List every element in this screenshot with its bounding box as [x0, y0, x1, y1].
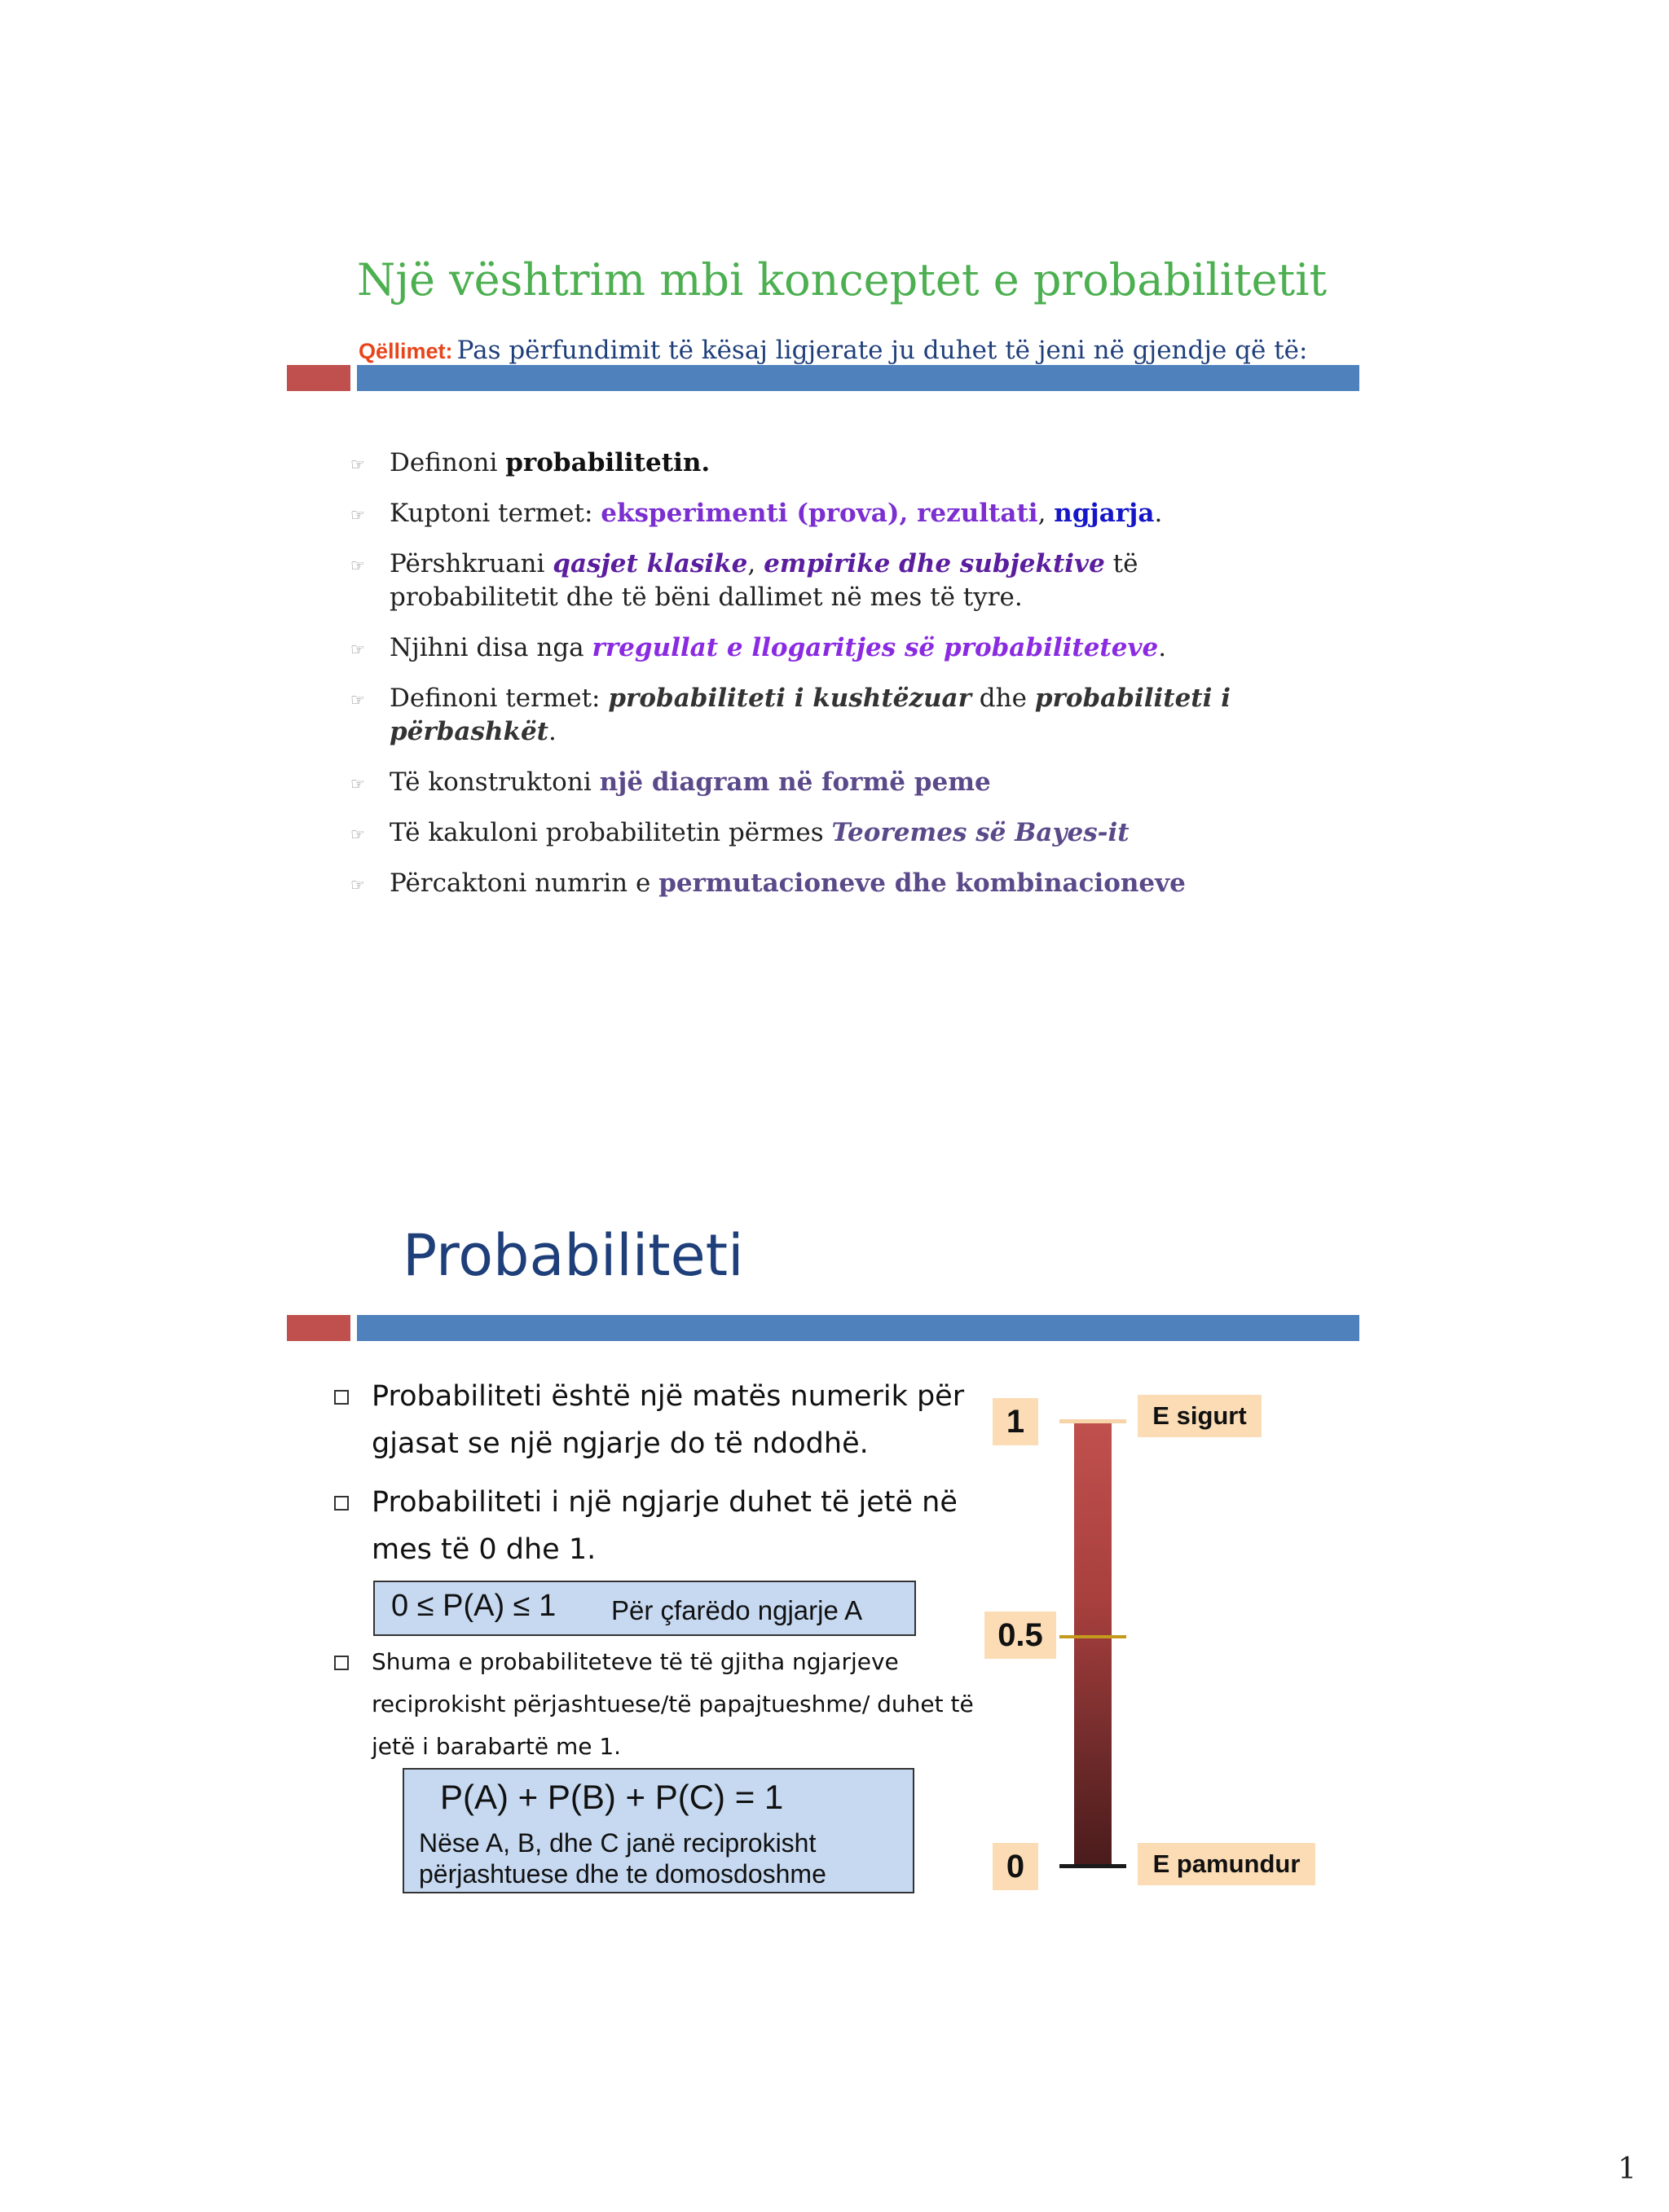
header-bar-red: [287, 365, 350, 391]
formula-sum-note-line1: Nëse A, B, dhe C janë reciprokisht: [419, 1828, 817, 1858]
objective-item: ☞ Të kakuloni probabilitetin përmes Teoremes së Bayes-it: [350, 816, 1296, 850]
objective-item: ☞ Përcaktoni numrin e permutacioneve dhe kombinacioneve: [350, 867, 1296, 900]
probability-scale-bar: [1074, 1421, 1112, 1867]
square-bullet-icon: [334, 1390, 349, 1405]
pointing-hand-icon: ☞: [350, 455, 365, 474]
scale-tick-mid: [1059, 1635, 1126, 1638]
formula-range-note: Për çfarëdo ngjarje A: [611, 1595, 863, 1625]
formula-sum: P(A) + P(B) + P(C) = 1: [440, 1778, 784, 1816]
goals-line: [359, 336, 1307, 365]
formula-range: 0 ≤ P(A) ≤ 1: [391, 1589, 557, 1623]
scale-value-1: 1: [993, 1398, 1038, 1445]
formula-sum-box: [403, 1768, 914, 1893]
objective-item: ☞ Njihni disa nga rregullat e llogaritjes së probabiliteteve.: [350, 631, 1296, 665]
header-bar-blue: [357, 1315, 1359, 1341]
pointing-hand-icon: ☞: [350, 875, 365, 895]
header-bar-blue: [357, 365, 1359, 391]
objective-item: ☞ Përshkruani qasjet klasike, empirike dhe subjektive të probabilitetit dhe të bëni dallimet në mes të tyre.: [350, 549, 1138, 612]
scale-value-0-5: 0.5: [984, 1612, 1056, 1659]
pointing-hand-icon: ☞: [350, 556, 365, 575]
formula-range-box: [373, 1581, 916, 1636]
slide2-bullets: [334, 1373, 986, 1573]
slide2-title: Probabiliteti: [403, 1222, 744, 1289]
bullet-sum: Shuma e probabiliteteve të të gjitha ngjarjeve reciprokisht përjashtuese/të papajtueshme/ duhet të jetë i barabartë me 1.: [334, 1641, 983, 1768]
goals-text: Pas përfundimit të kësaj ligjerate ju duhet të jeni në gjendje që të:: [456, 336, 1308, 365]
bullet-range: Probabiliteti i një ngjarje duhet të jetë në mes të 0 dhe 1.: [334, 1479, 991, 1573]
scale-tick-bottom: [1059, 1864, 1126, 1868]
formula-sum-note-line2: përjashtuese dhe te domosdoshme: [419, 1859, 826, 1889]
objectives-list: [350, 446, 1296, 917]
objective-item: ☞ Të konstruktoni një diagram në formë peme: [350, 766, 1296, 799]
square-bullet-icon: [334, 1656, 349, 1670]
objective-item: ☞ Definoni termet: probabiliteti i kushtëzuar dhe probabiliteti i përbashkët.: [350, 684, 1231, 746]
slide1-title: Një vështrim mbi konceptet e probabilitetit: [357, 254, 1328, 306]
objective-item: ☞ Kuptoni termet: eksperimenti (prova), rezultati, ngjarja.: [350, 497, 1296, 530]
pointing-hand-icon: ☞: [350, 690, 365, 710]
page-number: 1: [1618, 2153, 1636, 2186]
pointing-hand-icon: ☞: [350, 774, 365, 794]
scale-tick-top: [1059, 1419, 1126, 1423]
bullet-definition: Probabiliteti është një matës numerik për gjasat se një ngjarje do të ndodhë.: [334, 1373, 991, 1467]
scale-label-impossible: E pamundur: [1138, 1843, 1315, 1885]
pointing-hand-icon: ☞: [350, 640, 365, 659]
goals-label: Qëllimet:: [359, 339, 453, 363]
slide2-bullets-sum: [334, 1641, 986, 1768]
header-bar-red: [287, 1315, 350, 1341]
pointing-hand-icon: ☞: [350, 825, 365, 844]
scale-label-certain: E sigurt: [1138, 1395, 1262, 1437]
square-bullet-icon: [334, 1496, 349, 1511]
scale-value-0: 0: [993, 1843, 1038, 1890]
pointing-hand-icon: ☞: [350, 505, 365, 525]
objective-item: ☞ Definoni probabilitetin.: [350, 446, 1296, 480]
